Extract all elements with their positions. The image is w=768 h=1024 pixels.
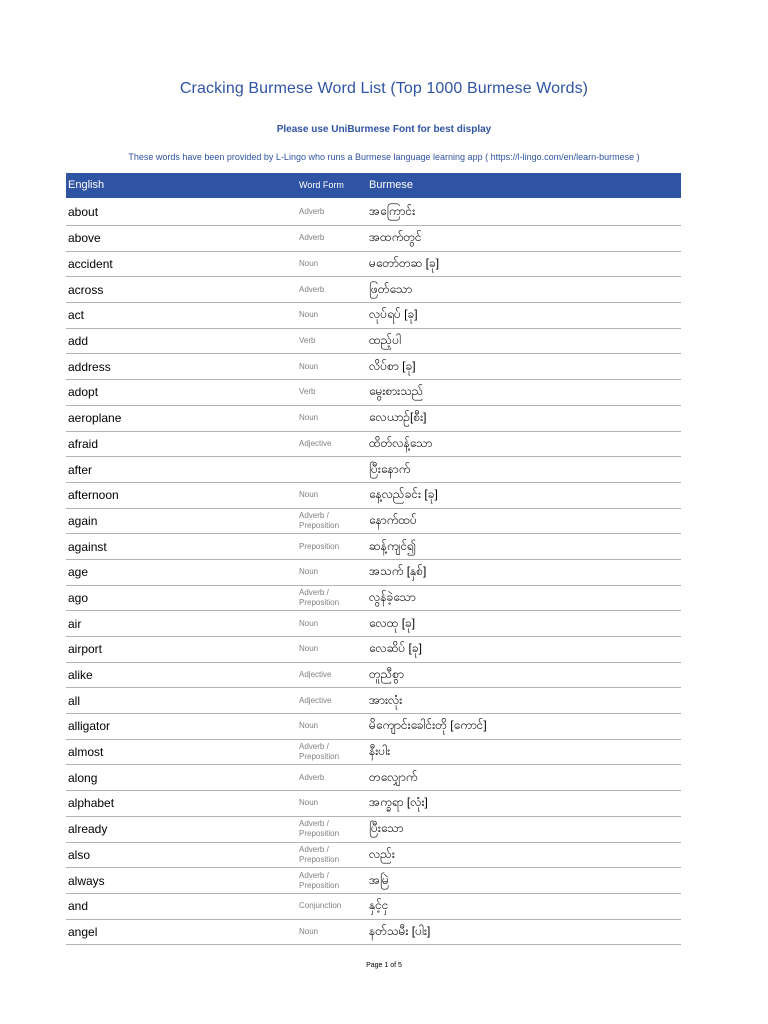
page-number: Page 1 of 5 [366,962,402,969]
english-word: alphabet [68,796,115,811]
burmese-translation: အသက် [နှစ်] [369,564,427,579]
table-row [66,791,681,817]
word-form: Conjunction [299,901,342,911]
english-word: about [68,204,99,219]
word-form: Adverb / Preposition [299,819,340,839]
table-row [66,843,681,869]
table-row [66,894,681,920]
english-word: again [68,513,98,528]
word-form: Verb [299,336,316,346]
header-burmese: Burmese [369,179,414,191]
english-word: after [68,462,93,477]
english-word: ago [68,590,89,605]
header-english: English [68,179,105,191]
burmese-translation: နီးပါး [369,744,391,759]
burmese-translation: လိပ်စာ [ခု] [369,358,416,373]
word-form: Noun [299,490,319,500]
table-row [66,406,681,432]
document-title: Cracking Burmese Word List (Top 1000 Burmese Words) [179,80,589,97]
word-form: Adjective [299,438,332,448]
word-form: Verb [299,387,316,397]
burmese-translation: လေဆိပ် [ခု] [369,641,422,656]
word-form [299,457,367,482]
word-form: Adverb / Preposition [299,742,340,762]
burmese-translation: မိကျောင်းခေါင်းတို [ကောင်] [369,718,487,733]
english-word: accident [68,257,113,272]
table-row [66,303,681,329]
burmese-translation: လည်း [369,846,395,861]
table-row [66,611,681,637]
word-form: Adverb / Preposition [299,510,340,530]
english-word: act [68,308,85,323]
table-row [66,740,681,766]
word-form: Adverb / Preposition [299,587,340,607]
word-table [66,173,681,945]
table-row [66,637,681,663]
table-row [66,817,681,843]
english-word: afraid [68,436,99,451]
english-word: and [68,899,89,914]
burmese-translation: မတော်တဆ [ခု] [369,256,440,271]
burmese-translation: ပြီးသော [369,821,404,836]
burmese-translation: လုပ်ရပ် [ခု] [369,307,418,322]
table-row [66,560,681,586]
word-form: Adjective [299,695,332,705]
table-row [66,226,681,252]
word-form: Noun [299,259,319,269]
burmese-translation: ထည့်ပါ [369,333,402,348]
english-word: against [68,539,107,554]
table-row [66,586,681,612]
burmese-translation: ပြီးနောက် [369,461,411,476]
word-form: Noun [299,618,319,628]
english-word: afternoon [68,488,119,503]
credit-line: These words have been provided by L-Lingo who runs a Burmese language learning app ( https://l-lingo.com/en/learn-burmese ) [128,152,640,162]
burmese-translation: နတ်သမီး [ပါး] [369,923,431,938]
table-row [66,920,681,946]
english-word: age [68,565,89,580]
table-row [66,868,681,894]
table-row [66,329,681,355]
burmese-translation: မွေးစားသည် [369,384,424,399]
table-body [66,198,681,945]
english-word: along [68,770,98,785]
english-word: address [68,359,111,374]
burmese-translation: အကြောင်း [369,203,416,218]
table-row [66,432,681,458]
burmese-translation: တလျှောက် [369,769,418,784]
burmese-translation: အမြဲ [369,872,389,887]
burmese-translation: ဖြတ်သော [369,281,413,296]
word-form: Adjective [299,670,332,680]
burmese-translation: အက္ခရာ [လုံး] [369,795,428,810]
burmese-translation: လေယာဉ်[စီး] [369,410,427,425]
word-form: Preposition [299,541,340,551]
english-word: all [68,693,81,708]
word-form: Noun [299,413,319,423]
word-form: Noun [299,721,319,731]
english-word: always [68,873,105,888]
word-form: Noun [299,310,319,320]
word-form: Adverb [299,772,325,782]
table-row [66,765,681,791]
table-row [66,688,681,714]
english-word: also [68,847,91,862]
word-form: Adverb [299,284,325,294]
table-row [66,198,681,226]
word-form: Noun [299,361,319,371]
font-notice: Please use UniBurmese Font for best display [276,124,492,135]
table-row [66,714,681,740]
english-word: angel [68,924,98,939]
table-row [66,457,681,483]
english-word: alligator [68,719,111,734]
burmese-translation: နောက်ထပ် [369,512,417,527]
burmese-translation: အထက်တွင် [369,230,422,245]
burmese-translation: လေထု [ခု] [369,615,416,630]
word-form: Adverb / Preposition [299,844,340,864]
table-row [66,380,681,406]
table-header [66,173,681,198]
word-form: Adverb / Preposition [299,870,340,890]
header-word-form: Word Form [299,180,344,190]
english-word: air [68,616,82,631]
word-form: Noun [299,926,319,936]
burmese-translation: ထိတ်လန့်သော [369,435,433,450]
burmese-translation: တူညီစွာ [369,667,404,682]
burmese-translation: အားလုံး [369,692,403,707]
table-row [66,483,681,509]
english-word: already [68,822,108,837]
burmese-translation: ဆန့်ကျင်၍ [369,538,417,553]
burmese-translation: နှင့်ငှ [369,898,389,913]
word-form: Adverb [299,206,325,216]
table-row [66,252,681,278]
english-word: across [68,282,104,297]
word-form: Adverb [299,233,325,243]
english-word: adopt [68,385,99,400]
word-form: Noun [299,644,319,654]
english-word: almost [68,745,104,760]
table-row [66,354,681,380]
english-word: add [68,334,89,349]
table-row [66,534,681,560]
table-row [66,663,681,689]
english-word: airport [68,642,103,657]
table-row [66,277,681,303]
burmese-translation: လွန်ခဲ့သော [369,589,416,604]
english-word: alike [68,668,93,683]
word-form: Noun [299,798,319,808]
word-form: Noun [299,567,319,577]
english-word: above [68,231,101,246]
burmese-translation: နေ့လည်ခင်း [ခု] [369,487,438,502]
table-row [66,509,681,535]
english-word: aeroplane [68,411,122,426]
